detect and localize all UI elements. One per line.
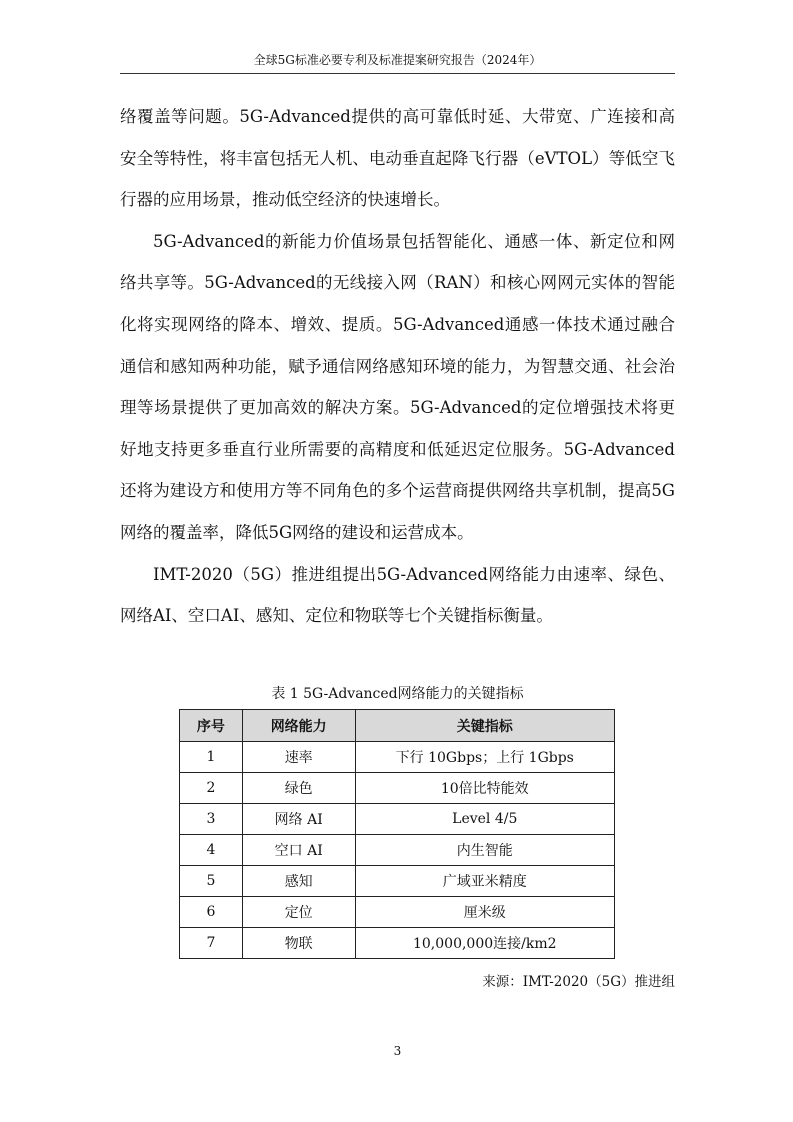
cell-indicator: 下行 10Gbps；上行 1Gbps <box>355 742 614 773</box>
cell-capability: 物联 <box>242 928 355 959</box>
table-row <box>180 773 615 804</box>
table-caption: 表 1 5G-Advanced网络能力的关键指标 <box>271 686 524 702</box>
table-row <box>180 866 615 897</box>
body-text <box>120 96 675 637</box>
table-row <box>180 742 615 773</box>
cell-indicator: 10倍比特能效 <box>355 773 614 804</box>
key-indicators-table <box>179 709 615 959</box>
cell-indicator: 10,000,000连接/km2 <box>355 928 614 959</box>
cell-capability: 感知 <box>242 866 355 897</box>
cell-index: 7 <box>180 928 243 959</box>
cell-index: 1 <box>180 742 243 773</box>
table-header-row <box>180 710 615 742</box>
cell-indicator: Level 4/5 <box>355 804 614 835</box>
cell-index: 2 <box>180 773 243 804</box>
header-indicator: 关键指标 <box>355 710 614 742</box>
cell-indicator: 内生智能 <box>355 835 614 866</box>
paragraph-key-indicators: IMT-2020（5G）推进组提出5G-Advanced网络能力由速率、绿色、网络AI、空口AI、感知、定位和物联等七个关键指标衡量。 <box>120 564 675 626</box>
page-number: 3 <box>393 1044 402 1058</box>
cell-indicator: 广域亚米精度 <box>355 866 614 897</box>
cell-index: 4 <box>180 835 243 866</box>
cell-capability: 速率 <box>242 742 355 773</box>
cell-indicator: 厘米级 <box>355 897 614 928</box>
cell-capability: 网络 AI <box>242 804 355 835</box>
cell-index: 6 <box>180 897 243 928</box>
table-row <box>180 835 615 866</box>
table-row <box>180 804 615 835</box>
cell-capability: 绿色 <box>242 773 355 804</box>
table-row <box>180 897 615 928</box>
table-source: 来源：IMT-2020（5G）推进组 <box>482 974 675 990</box>
cell-capability: 空口 AI <box>242 835 355 866</box>
cell-index: 5 <box>180 866 243 897</box>
table-row <box>180 928 615 959</box>
paragraph-continuation: 络覆盖等问题。5G-Advanced提供的高可靠低时延、大带宽、广连接和高安全等特性，将丰富包括无人机、电动垂直起降飞行器（eVTOL）等低空飞行器的应用场景，推动低空经济的快速增长。 <box>120 107 675 210</box>
cell-index: 3 <box>180 804 243 835</box>
paragraph-new-capabilities: 5G-Advanced的新能力价值场景包括智能化、通感一体、新定位和网络共享等。5G-Advanced的无线接入网（RAN）和核心网网元实体的智能化将实现网络的降本、增效、提质。5G-Advanced通感一体技术通过融合通信和感知两种功能，赋予通信网络感知环境的能力，为智慧交通、社会治理等场景提供了更加高效的解决方案。5G-Advanced的定位增强技术将更好地支持更多垂直行业所需要的高精度和低延迟定位服务。5G-Advanced还将为建设方和使用方等不同角色的多个运营商提供网络共享机制，提高5G网络的覆盖率，降低5G网络的建设和运营成本。 <box>120 231 675 542</box>
running-header: 全球5G标准必要专利及标准提案研究报告（2024年） <box>120 52 675 74</box>
cell-capability: 定位 <box>242 897 355 928</box>
header-capability: 网络能力 <box>242 710 355 742</box>
header-index: 序号 <box>180 710 243 742</box>
